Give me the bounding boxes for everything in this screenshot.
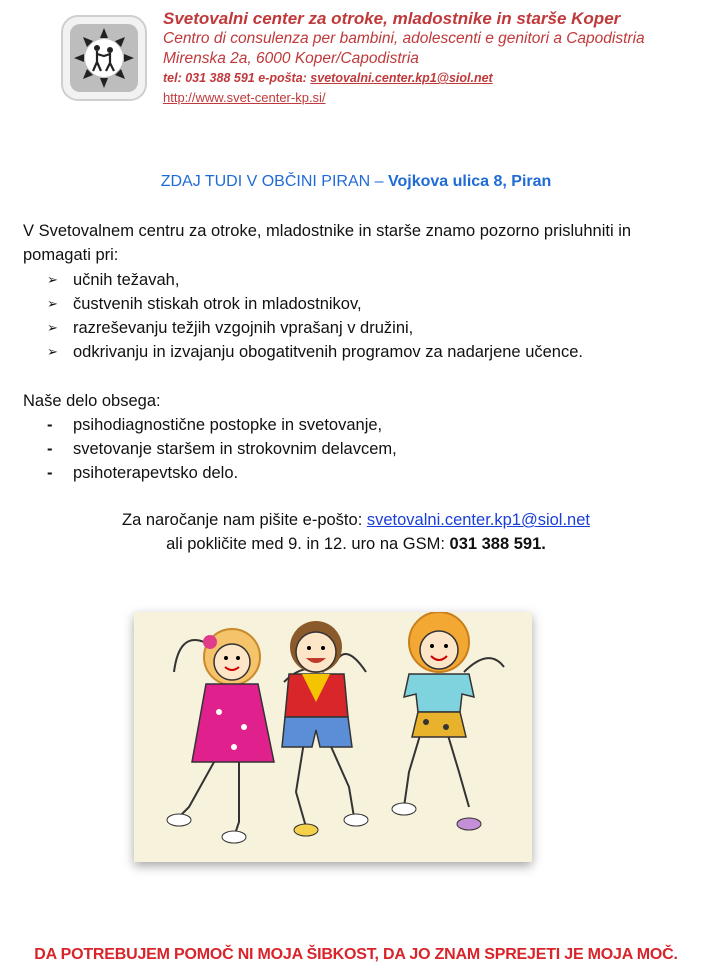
headline (0, 173, 712, 191)
arrow-bullet-icon: ➢ (47, 320, 58, 335)
order-info (0, 508, 712, 556)
order-line-email: Za naročanje nam pišite e-pošto: svetovalni.center.kp1@siol.net (121, 511, 590, 529)
dash-bullet-icon: - (47, 440, 53, 458)
list-item: - psihodiagnostične postopke in svetovanje, (47, 413, 397, 437)
help-list (47, 268, 583, 364)
org-name-italian: Centro di consulenza per bambini, adolescenti e genitori a Capodistria (163, 30, 645, 47)
list-item: ➢ čustvenih stiskah otrok in mladostnikov, (47, 292, 583, 316)
headline-prefix: ZDAJ TUDI V OBČINI PIRAN – (160, 173, 388, 190)
address: Mirenska 2a, 6000 Koper/Capodistria (163, 50, 419, 67)
letterhead (163, 8, 703, 108)
motto: DA POTREBUJEM POMOČ NI MOJA ŠIBKOST, DA JO ZNAM SPREJETI JE MOJA MOČ. (34, 946, 678, 963)
list-item: ➢ razreševanju težjih vzgojnih vprašanj v družini, (47, 316, 583, 340)
headline-location: Vojkova ulica 8, Piran (387, 173, 552, 190)
org-name-slovenian: Svetovalni center za otroke, mladostnike in starše Koper (163, 9, 621, 28)
order-email-link[interactable]: svetovalni.center.kp1@siol.net (366, 511, 590, 529)
order-phone: 031 388 591. (449, 535, 546, 553)
contact-line (163, 69, 703, 88)
website-link[interactable]: http://www.svet-center-kp.si/ (163, 90, 326, 105)
arrow-bullet-icon: ➢ (47, 344, 58, 359)
dash-bullet-icon: - (47, 464, 53, 482)
contact-phone: tel: 031 388 591 e-pošta: (163, 71, 311, 85)
work-heading: Naše delo obsega: (23, 392, 161, 410)
list-item: ➢ odkrivanju in izvajanju obogatitvenih programov za nadarjene učence. (47, 340, 583, 364)
arrow-bullet-icon: ➢ (47, 272, 58, 287)
list-item: - svetovanje staršem in strokovnim delavcem, (47, 437, 397, 461)
header-email-link[interactable]: svetovalni.center.kp1@siol.net (310, 71, 493, 85)
list-item: - psihoterapevtsko delo. (47, 461, 397, 485)
intro-paragraph: V Svetovalnem centru za otroke, mladostnike in starše znamo pozorno prisluhniti in pomagati pri: (23, 222, 632, 264)
arrow-bullet-icon: ➢ (47, 296, 58, 311)
list-item: ➢ učnih težavah, (47, 268, 583, 292)
children-illustration (134, 612, 532, 862)
work-list (47, 413, 397, 485)
dash-bullet-icon: - (47, 416, 53, 434)
center-logo (60, 14, 148, 102)
order-line-phone: ali pokličite med 9. in 12. uro na GSM: 031 388 591. (166, 535, 546, 553)
